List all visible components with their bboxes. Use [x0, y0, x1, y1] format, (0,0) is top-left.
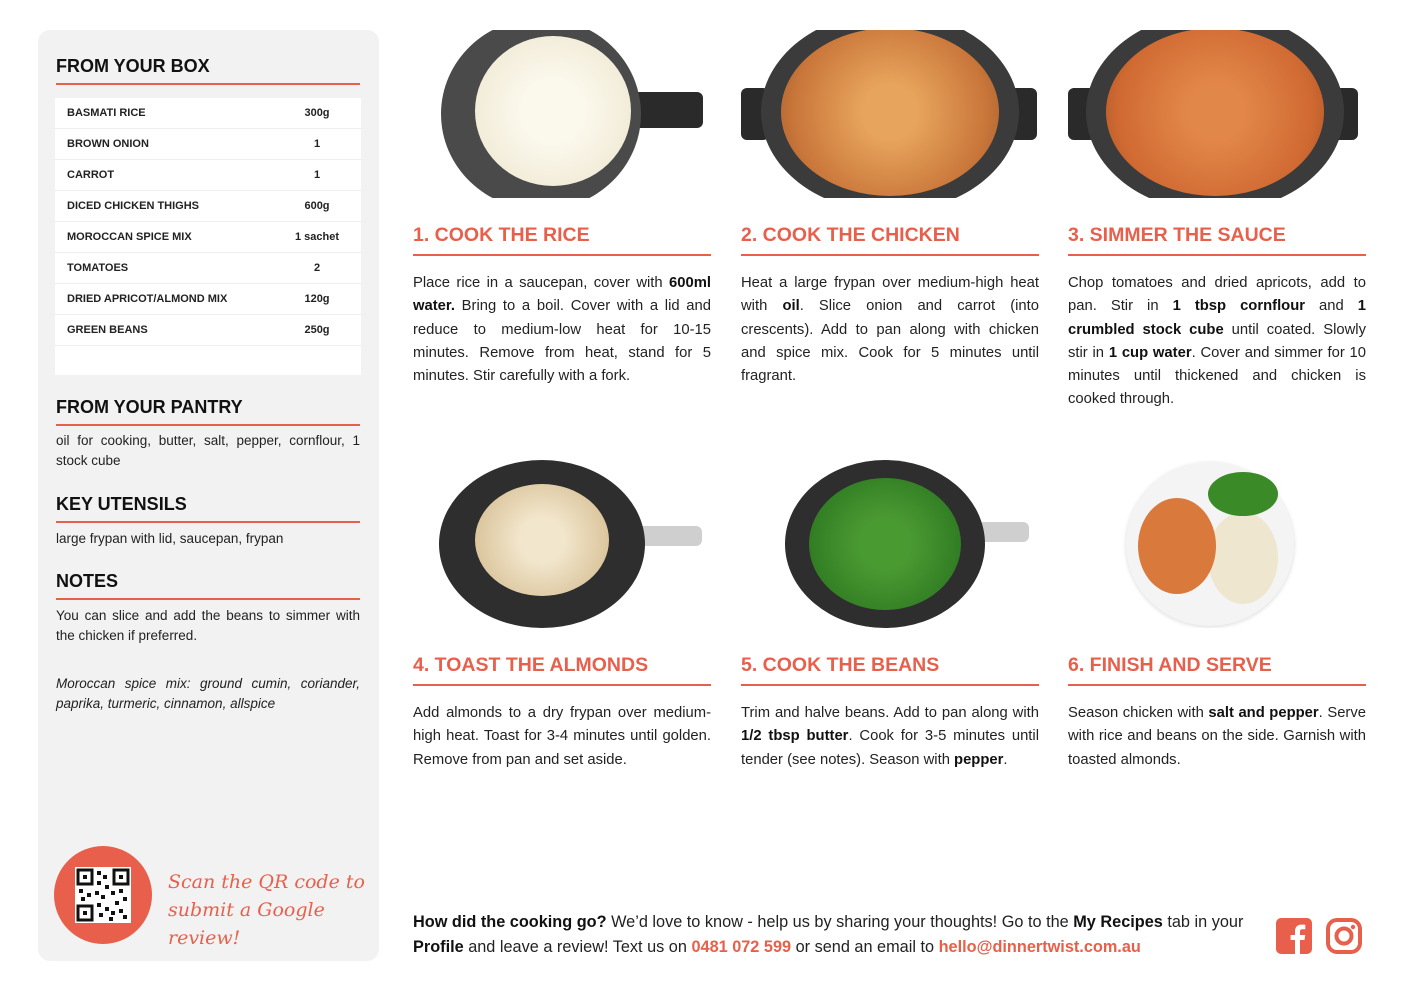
- ingredient-name: CARROT: [67, 169, 115, 181]
- ingredient-name: BASMATI RICE: [67, 107, 146, 119]
- table-row: [55, 191, 361, 222]
- step-3-photo: [1068, 30, 1366, 198]
- review-footer: How did the cooking go? We’d love to know - help us by sharing your thoughts! Go to the My Recipes tab in your Profile and leave a review! Text us on 0481 072 599 or send an email to hello@dinnertwist.com.au: [413, 913, 1244, 956]
- step-1-title: 1. COOK THE RICE: [413, 224, 711, 256]
- beans-portion: [1208, 472, 1278, 516]
- email-link[interactable]: hello@dinnertwist.com.au: [938, 938, 1141, 956]
- ingredient-qty: 2: [313, 262, 321, 274]
- step-4: [413, 460, 711, 772]
- table-row: [55, 222, 361, 253]
- beans-fill: [809, 478, 961, 610]
- step-1-photo: [413, 30, 711, 198]
- sauce-fill: [1106, 30, 1324, 196]
- table-row: [55, 129, 361, 160]
- ingredient-qty: 1: [313, 169, 321, 181]
- ingredient-name: DICED CHICKEN THIGHS: [67, 200, 200, 212]
- step-5: [741, 460, 1039, 772]
- step-2-text: Heat a large frypan over medium-high heat with oil. Slice onion and carrot (into crescents). Add to pan along with chicken and spice mix. Cook for 5 minutes until fragrant.: [741, 275, 1039, 385]
- notes-title: NOTES: [56, 571, 360, 600]
- qr-caption-line-2: submit a Google review!: [168, 899, 325, 949]
- instagram-icon[interactable]: [1326, 918, 1362, 954]
- ingredient-qty: 250g: [304, 324, 330, 336]
- step-6-title: 6. FINISH AND SERVE: [1068, 654, 1366, 686]
- utensils-text: large frypan with lid, saucepan, frypan: [56, 531, 284, 546]
- step-4-text: Add almonds to a dry frypan over medium-high heat. Toast for 3-4 minutes until golden. Remove from pan and set aside.: [413, 705, 711, 768]
- step-1-text: Place rice in a saucepan, cover with 600ml water. Bring to a boil. Cover with a lid and reduce to medium-low heat for 10-15 minutes. Remove from heat, stand for 5 minutes. Stir carefully with a fork.: [413, 275, 711, 385]
- spice-mix-note: Moroccan spice mix: ground cumin, coriander, paprika, turmeric, cinnamon, allspice: [56, 676, 360, 711]
- step-3-title: 3. SIMMER THE SAUCE: [1068, 224, 1366, 256]
- rice-portion: [1208, 512, 1278, 604]
- step-2-photo: [741, 30, 1039, 198]
- step-3: [1068, 30, 1366, 412]
- ingredient-qty: 1 sachet: [294, 231, 340, 243]
- chicken-portion: [1138, 498, 1216, 594]
- ingredient-name: DRIED APRICOT/ALMOND MIX: [67, 293, 228, 305]
- box-title: FROM YOUR BOX: [56, 56, 360, 85]
- ingredient-qty: 300g: [304, 107, 330, 119]
- almond-fill: [475, 484, 609, 596]
- step-2-title: 2. COOK THE CHICKEN: [741, 224, 1039, 256]
- qr-caption: [168, 868, 379, 952]
- qr-caption-line-1: Scan the QR code to: [168, 871, 365, 893]
- step-6-photo: [1068, 460, 1366, 628]
- step-6-text: Season chicken with salt and pepper. Serve with rice and beans on the side. Garnish with toasted almonds.: [1068, 705, 1366, 768]
- utensils-title: KEY UTENSILS: [56, 494, 360, 523]
- ingredient-name: BROWN ONION: [67, 138, 149, 150]
- step-1: [413, 30, 711, 388]
- step-3-text: Chop tomatoes and dried apricots, add to pan. Stir in 1 tbsp cornflour and 1 crumbled stock cube until coated. Slowly stir in 1 cup water. Cover and simmer for 10 minutes until thickened and chicken is cooked through.: [1068, 275, 1366, 408]
- ingredient-qty: 600g: [304, 200, 330, 212]
- table-row: [55, 315, 361, 346]
- table-row: [55, 98, 361, 129]
- step-4-photo: [413, 460, 711, 628]
- ingredient-name: MOROCCAN SPICE MIX: [67, 231, 192, 243]
- table-row: [55, 160, 361, 191]
- ingredients-panel: [38, 30, 379, 961]
- chicken-fill: [781, 30, 999, 196]
- step-4-title: 4. TOAST THE ALMONDS: [413, 654, 711, 686]
- box-ingredients-table: [55, 98, 361, 375]
- step-5-title: 5. COOK THE BEANS: [741, 654, 1039, 686]
- step-2: [741, 30, 1039, 388]
- step-5-photo: [741, 460, 1039, 628]
- table-row: [55, 253, 361, 284]
- ingredient-name: GREEN BEANS: [67, 324, 148, 336]
- my-recipes-link[interactable]: My Recipes: [1073, 913, 1163, 931]
- facebook-icon[interactable]: [1276, 918, 1312, 954]
- notes-text: You can slice and add the beans to simmer with the chicken if preferred.: [56, 608, 360, 643]
- table-row: [55, 284, 361, 315]
- step-5-text: Trim and halve beans. Add to pan along with 1/2 tbsp butter. Cook for 3-5 minutes until tender (see notes). Season with pepper.: [741, 705, 1039, 768]
- rice-fill: [475, 36, 631, 186]
- step-6: [1068, 460, 1366, 772]
- ingredient-qty: 1: [313, 138, 321, 150]
- pantry-title: FROM YOUR PANTRY: [56, 397, 360, 426]
- ingredient-qty: 120g: [304, 293, 330, 305]
- footer-question: How did the cooking go?: [413, 913, 607, 931]
- ingredient-name: TOMATOES: [67, 262, 129, 274]
- phone-link[interactable]: 0481 072 599: [691, 938, 792, 956]
- qr-code-icon: [75, 867, 131, 923]
- qr-badge[interactable]: [54, 846, 152, 944]
- profile-link[interactable]: Profile: [413, 938, 464, 956]
- pantry-text: oil for cooking, butter, salt, pepper, cornflour, 1 stock cube: [56, 433, 360, 468]
